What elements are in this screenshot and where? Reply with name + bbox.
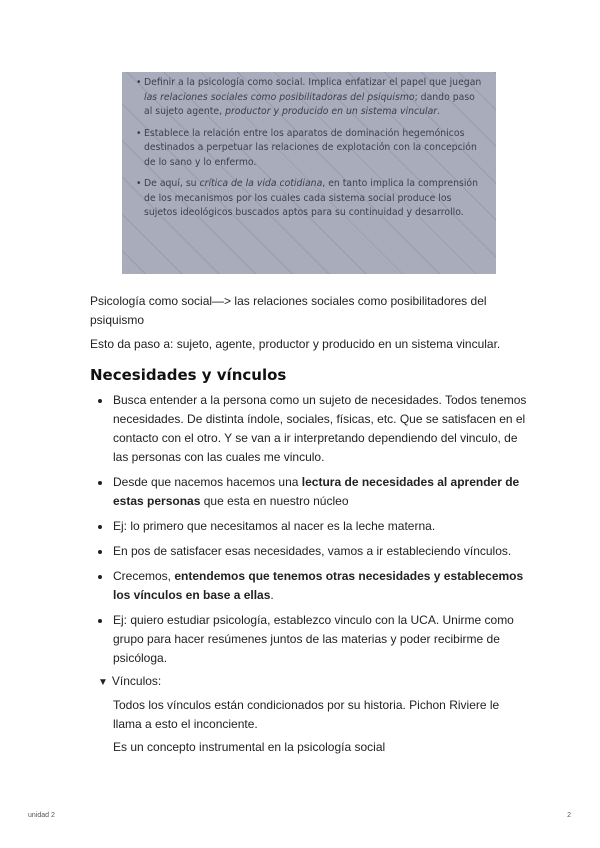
list-item: Busca entender a la persona como un sujeto de necesidades. Todos tenemos necesidades. De distinta índole, sociales, físicas, etc. Que se satisfacen en el contacto con el otro. Y se van a ir interpretando dependiendo del vinculo, de las personas con las cuales me vinculo. — [90, 391, 530, 467]
slide-bullet: • De aquí, su crítica de la vida cotidiana, en tanto implica la comprensión de los mecanismos por los cuales cada sistema social produce los sujetos ideológicos buscados aptos para su continuidad y desarrollo. — [136, 177, 486, 221]
slide-bullet: • Establece la relación entre los aparatos de dominación hegemónicos destinados a perpetuar las relaciones de explotación con la concepción de lo sano y lo enfermo. — [136, 127, 486, 171]
footer-label: unidad 2 — [28, 812, 55, 819]
list-item: Ej: lo primero que necesitamos al nacer es la leche materna. — [90, 517, 530, 536]
toggle-block[interactable] — [98, 672, 161, 692]
page-number: 2 — [567, 812, 571, 819]
toggle-paragraph: Todos los vínculos están condicionados por su historia. Pichon Riviere le llama a esto el inconciente. — [113, 698, 500, 731]
list-item: Crecemos, entendemos que tenemos otras necesidades y establecemos los vínculos en base a ellas. — [90, 567, 530, 605]
list-item: En pos de satisfacer esas necesidades, vamos a ir estableciendo vínculos. — [90, 542, 530, 561]
toggle-paragraph: Es un concepto instrumental en la psicología social — [113, 740, 386, 754]
section-heading: Necesidades y vínculos — [90, 366, 287, 384]
list-item: Desde que nacemos hacemos una lectura de necesidades al aprender de estas personas que esta en nuestro núcleo — [90, 473, 530, 511]
list-item: Ej: quiero estudiar psicología, establezco vinculo con la UCA. Unirme como grupo para hacer resúmenes juntos de las materias y poder recibirme de psicóloga. — [90, 611, 530, 668]
paragraph: Psicología como social—> las relaciones sociales como posibilitadores del psiquismo — [90, 294, 487, 327]
triangle-down-icon[interactable]: ▼ — [98, 677, 108, 688]
slide-bullet: • Definir a la psicología como social. Implica enfatizar el papel que juegan las relaciones sociales como posibilitadoras del psiquismo; dando paso al sujeto agente, productor y producido en un sistema vincular. — [136, 76, 486, 120]
slide-image — [122, 72, 496, 274]
bullet-list — [90, 391, 530, 674]
toggle-label: Vínculos: — [111, 674, 162, 688]
paragraph: Esto da paso a: sujeto, agente, productor y producido en un sistema vincular. — [90, 337, 501, 351]
